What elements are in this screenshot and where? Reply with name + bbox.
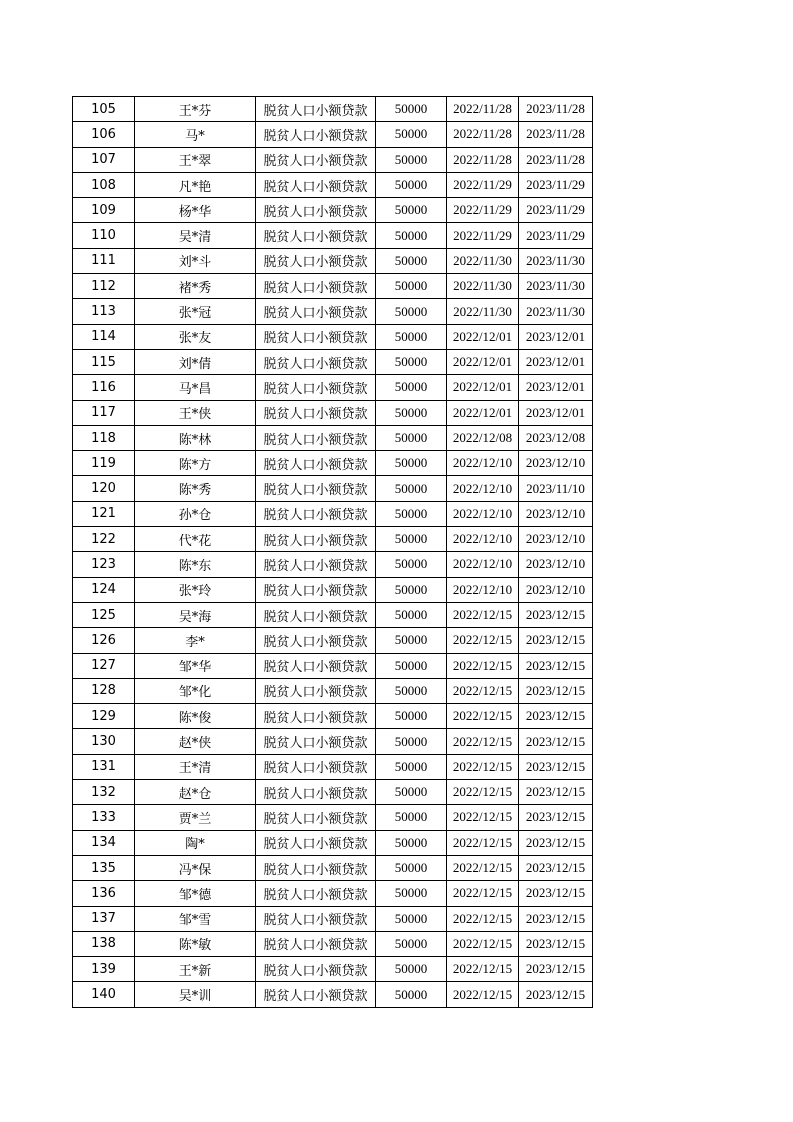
start-date: 2022/11/30 xyxy=(447,274,519,299)
borrower-name: 陈*东 xyxy=(135,552,256,577)
end-date: 2023/12/15 xyxy=(519,653,593,678)
end-date: 2023/12/15 xyxy=(519,704,593,729)
row-number: 113 xyxy=(73,299,135,324)
end-date: 2023/12/15 xyxy=(519,678,593,703)
loan-type: 脱贫人口小额贷款 xyxy=(256,931,376,956)
loan-type: 脱贫人口小额贷款 xyxy=(256,704,376,729)
end-date: 2023/11/29 xyxy=(519,172,593,197)
table-row xyxy=(73,754,593,779)
row-number: 125 xyxy=(73,602,135,627)
table-row xyxy=(73,628,593,653)
loan-amount: 50000 xyxy=(376,704,447,729)
table-row xyxy=(73,780,593,805)
borrower-name: 吴*训 xyxy=(135,982,256,1007)
start-date: 2022/12/15 xyxy=(447,982,519,1007)
row-number: 119 xyxy=(73,451,135,476)
row-number: 120 xyxy=(73,476,135,501)
end-date: 2023/11/30 xyxy=(519,274,593,299)
loan-amount: 50000 xyxy=(376,147,447,172)
loan-amount: 50000 xyxy=(376,602,447,627)
loan-type: 脱贫人口小额贷款 xyxy=(256,425,376,450)
end-date: 2023/11/28 xyxy=(519,147,593,172)
table-row xyxy=(73,451,593,476)
borrower-name: 张*友 xyxy=(135,324,256,349)
loan-type: 脱贫人口小额贷款 xyxy=(256,400,376,425)
loan-amount: 50000 xyxy=(376,527,447,552)
table-row xyxy=(73,324,593,349)
table-row xyxy=(73,855,593,880)
loan-type: 脱贫人口小额贷款 xyxy=(256,324,376,349)
loan-type: 脱贫人口小额贷款 xyxy=(256,906,376,931)
end-date: 2023/12/10 xyxy=(519,451,593,476)
end-date: 2023/12/10 xyxy=(519,552,593,577)
loan-amount: 50000 xyxy=(376,855,447,880)
borrower-name: 凡*艳 xyxy=(135,172,256,197)
loan-amount: 50000 xyxy=(376,628,447,653)
loan-amount: 50000 xyxy=(376,248,447,273)
loan-amount: 50000 xyxy=(376,552,447,577)
end-date: 2023/12/10 xyxy=(519,527,593,552)
start-date: 2022/12/01 xyxy=(447,324,519,349)
borrower-name: 张*玲 xyxy=(135,577,256,602)
borrower-name: 孙*仓 xyxy=(135,501,256,526)
borrower-name: 王*芬 xyxy=(135,97,256,122)
row-number: 132 xyxy=(73,780,135,805)
loan-type: 脱贫人口小额贷款 xyxy=(256,451,376,476)
row-number: 139 xyxy=(73,957,135,982)
loan-amount: 50000 xyxy=(376,172,447,197)
start-date: 2022/12/15 xyxy=(447,602,519,627)
start-date: 2022/12/15 xyxy=(447,729,519,754)
start-date: 2022/12/15 xyxy=(447,881,519,906)
loan-type: 脱贫人口小额贷款 xyxy=(256,375,376,400)
table-row xyxy=(73,476,593,501)
start-date: 2022/12/01 xyxy=(447,375,519,400)
row-number: 127 xyxy=(73,653,135,678)
loan-amount: 50000 xyxy=(376,274,447,299)
end-date: 2023/12/08 xyxy=(519,425,593,450)
end-date: 2023/12/01 xyxy=(519,349,593,374)
end-date: 2023/11/29 xyxy=(519,198,593,223)
start-date: 2022/12/10 xyxy=(447,451,519,476)
start-date: 2022/11/29 xyxy=(447,223,519,248)
end-date: 2023/12/10 xyxy=(519,577,593,602)
borrower-name: 代*花 xyxy=(135,527,256,552)
start-date: 2022/12/10 xyxy=(447,552,519,577)
start-date: 2022/12/15 xyxy=(447,830,519,855)
borrower-name: 马*昌 xyxy=(135,375,256,400)
borrower-name: 陶* xyxy=(135,830,256,855)
loan-amount: 50000 xyxy=(376,957,447,982)
borrower-name: 刘*斗 xyxy=(135,248,256,273)
start-date: 2022/12/15 xyxy=(447,805,519,830)
row-number: 107 xyxy=(73,147,135,172)
loan-type: 脱贫人口小额贷款 xyxy=(256,957,376,982)
borrower-name: 冯*保 xyxy=(135,855,256,880)
table-row xyxy=(73,704,593,729)
row-number: 124 xyxy=(73,577,135,602)
end-date: 2023/11/30 xyxy=(519,299,593,324)
table-row xyxy=(73,906,593,931)
loan-amount: 50000 xyxy=(376,476,447,501)
table-row xyxy=(73,577,593,602)
row-number: 133 xyxy=(73,805,135,830)
loan-type: 脱贫人口小额贷款 xyxy=(256,198,376,223)
end-date: 2023/12/15 xyxy=(519,931,593,956)
start-date: 2022/12/15 xyxy=(447,780,519,805)
row-number: 122 xyxy=(73,527,135,552)
table-row xyxy=(73,223,593,248)
end-date: 2023/12/15 xyxy=(519,729,593,754)
start-date: 2022/12/10 xyxy=(447,501,519,526)
start-date: 2022/12/15 xyxy=(447,704,519,729)
row-number: 121 xyxy=(73,501,135,526)
start-date: 2022/12/15 xyxy=(447,931,519,956)
row-number: 114 xyxy=(73,324,135,349)
start-date: 2022/12/10 xyxy=(447,476,519,501)
row-number: 106 xyxy=(73,122,135,147)
table-row xyxy=(73,248,593,273)
borrower-name: 刘*倩 xyxy=(135,349,256,374)
row-number: 109 xyxy=(73,198,135,223)
end-date: 2023/11/10 xyxy=(519,476,593,501)
borrower-name: 褚*秀 xyxy=(135,274,256,299)
start-date: 2022/12/15 xyxy=(447,754,519,779)
borrower-name: 陈*秀 xyxy=(135,476,256,501)
borrower-name: 陈*林 xyxy=(135,425,256,450)
loan-type: 脱贫人口小额贷款 xyxy=(256,501,376,526)
loan-type: 脱贫人口小额贷款 xyxy=(256,299,376,324)
loan-type: 脱贫人口小额贷款 xyxy=(256,602,376,627)
row-number: 126 xyxy=(73,628,135,653)
borrower-name: 赵*侠 xyxy=(135,729,256,754)
borrower-name: 邹*化 xyxy=(135,678,256,703)
loan-amount: 50000 xyxy=(376,881,447,906)
start-date: 2022/12/10 xyxy=(447,577,519,602)
borrower-name: 马* xyxy=(135,122,256,147)
start-date: 2022/11/29 xyxy=(447,172,519,197)
borrower-name: 杨*华 xyxy=(135,198,256,223)
loan-amount: 50000 xyxy=(376,375,447,400)
end-date: 2023/12/15 xyxy=(519,906,593,931)
table-row xyxy=(73,501,593,526)
loan-type: 脱贫人口小额贷款 xyxy=(256,147,376,172)
loan-amount: 50000 xyxy=(376,982,447,1007)
end-date: 2023/12/01 xyxy=(519,324,593,349)
end-date: 2023/12/15 xyxy=(519,982,593,1007)
row-number: 131 xyxy=(73,754,135,779)
loan-amount: 50000 xyxy=(376,400,447,425)
loan-amount: 50000 xyxy=(376,122,447,147)
loan-amount: 50000 xyxy=(376,425,447,450)
end-date: 2023/11/30 xyxy=(519,248,593,273)
loan-type: 脱贫人口小额贷款 xyxy=(256,527,376,552)
table-row xyxy=(73,729,593,754)
loan-amount: 50000 xyxy=(376,729,447,754)
start-date: 2022/11/29 xyxy=(447,198,519,223)
table-row xyxy=(73,274,593,299)
loan-type: 脱贫人口小额贷款 xyxy=(256,577,376,602)
loan-type: 脱贫人口小额贷款 xyxy=(256,830,376,855)
loan-amount: 50000 xyxy=(376,577,447,602)
table-row xyxy=(73,527,593,552)
start-date: 2022/11/30 xyxy=(447,299,519,324)
start-date: 2022/12/15 xyxy=(447,628,519,653)
start-date: 2022/12/15 xyxy=(447,855,519,880)
row-number: 118 xyxy=(73,425,135,450)
loan-type: 脱贫人口小额贷款 xyxy=(256,628,376,653)
table-row xyxy=(73,172,593,197)
loan-amount: 50000 xyxy=(376,501,447,526)
end-date: 2023/11/29 xyxy=(519,223,593,248)
table-row xyxy=(73,147,593,172)
row-number: 117 xyxy=(73,400,135,425)
row-number: 130 xyxy=(73,729,135,754)
loan-type: 脱贫人口小额贷款 xyxy=(256,552,376,577)
borrower-name: 张*冠 xyxy=(135,299,256,324)
loan-table-body xyxy=(73,97,593,1008)
end-date: 2023/12/15 xyxy=(519,830,593,855)
loan-amount: 50000 xyxy=(376,805,447,830)
borrower-name: 王*翠 xyxy=(135,147,256,172)
loan-table xyxy=(72,96,593,1008)
row-number: 112 xyxy=(73,274,135,299)
row-number: 116 xyxy=(73,375,135,400)
start-date: 2022/12/15 xyxy=(447,906,519,931)
table-row xyxy=(73,349,593,374)
table-row xyxy=(73,97,593,122)
start-date: 2022/12/01 xyxy=(447,400,519,425)
row-number: 105 xyxy=(73,97,135,122)
row-number: 111 xyxy=(73,248,135,273)
loan-amount: 50000 xyxy=(376,678,447,703)
end-date: 2023/12/15 xyxy=(519,855,593,880)
loan-amount: 50000 xyxy=(376,349,447,374)
borrower-name: 邹*华 xyxy=(135,653,256,678)
table-row xyxy=(73,375,593,400)
borrower-name: 吴*海 xyxy=(135,602,256,627)
loan-type: 脱贫人口小额贷款 xyxy=(256,982,376,1007)
start-date: 2022/12/08 xyxy=(447,425,519,450)
row-number: 135 xyxy=(73,855,135,880)
loan-type: 脱贫人口小额贷款 xyxy=(256,476,376,501)
loan-type: 脱贫人口小额贷款 xyxy=(256,172,376,197)
table-row xyxy=(73,982,593,1007)
loan-type: 脱贫人口小额贷款 xyxy=(256,881,376,906)
row-number: 138 xyxy=(73,931,135,956)
table-row xyxy=(73,198,593,223)
borrower-name: 邹*雪 xyxy=(135,906,256,931)
end-date: 2023/12/15 xyxy=(519,957,593,982)
end-date: 2023/12/10 xyxy=(519,501,593,526)
table-row xyxy=(73,881,593,906)
row-number: 123 xyxy=(73,552,135,577)
borrower-name: 陈*方 xyxy=(135,451,256,476)
loan-amount: 50000 xyxy=(376,97,447,122)
loan-type: 脱贫人口小额贷款 xyxy=(256,349,376,374)
table-row xyxy=(73,931,593,956)
loan-amount: 50000 xyxy=(376,223,447,248)
table-row xyxy=(73,830,593,855)
loan-type: 脱贫人口小额贷款 xyxy=(256,805,376,830)
loan-amount: 50000 xyxy=(376,754,447,779)
borrower-name: 贾*兰 xyxy=(135,805,256,830)
loan-type: 脱贫人口小额贷款 xyxy=(256,729,376,754)
row-number: 110 xyxy=(73,223,135,248)
end-date: 2023/12/15 xyxy=(519,805,593,830)
loan-type: 脱贫人口小额贷款 xyxy=(256,248,376,273)
borrower-name: 陈*敏 xyxy=(135,931,256,956)
borrower-name: 赵*仓 xyxy=(135,780,256,805)
loan-type: 脱贫人口小额贷款 xyxy=(256,754,376,779)
row-number: 137 xyxy=(73,906,135,931)
row-number: 136 xyxy=(73,881,135,906)
borrower-name: 李* xyxy=(135,628,256,653)
end-date: 2023/12/15 xyxy=(519,754,593,779)
row-number: 115 xyxy=(73,349,135,374)
end-date: 2023/12/15 xyxy=(519,881,593,906)
start-date: 2022/11/28 xyxy=(447,122,519,147)
table-row xyxy=(73,805,593,830)
row-number: 128 xyxy=(73,678,135,703)
row-number: 108 xyxy=(73,172,135,197)
start-date: 2022/12/15 xyxy=(447,678,519,703)
start-date: 2022/11/28 xyxy=(447,147,519,172)
loan-type: 脱贫人口小额贷款 xyxy=(256,855,376,880)
loan-type: 脱贫人口小额贷款 xyxy=(256,653,376,678)
table-row xyxy=(73,678,593,703)
borrower-name: 陈*俊 xyxy=(135,704,256,729)
end-date: 2023/12/15 xyxy=(519,628,593,653)
loan-type: 脱贫人口小额贷款 xyxy=(256,274,376,299)
end-date: 2023/12/15 xyxy=(519,780,593,805)
table-row xyxy=(73,957,593,982)
loan-amount: 50000 xyxy=(376,830,447,855)
end-date: 2023/11/28 xyxy=(519,122,593,147)
loan-type: 脱贫人口小额贷款 xyxy=(256,122,376,147)
end-date: 2023/11/28 xyxy=(519,97,593,122)
borrower-name: 吴*清 xyxy=(135,223,256,248)
end-date: 2023/12/15 xyxy=(519,602,593,627)
start-date: 2022/11/28 xyxy=(447,97,519,122)
row-number: 129 xyxy=(73,704,135,729)
loan-amount: 50000 xyxy=(376,931,447,956)
row-number: 140 xyxy=(73,982,135,1007)
table-row xyxy=(73,602,593,627)
table-row xyxy=(73,299,593,324)
start-date: 2022/12/10 xyxy=(447,527,519,552)
loan-amount: 50000 xyxy=(376,324,447,349)
table-row xyxy=(73,653,593,678)
start-date: 2022/12/01 xyxy=(447,349,519,374)
borrower-name: 王*侠 xyxy=(135,400,256,425)
loan-amount: 50000 xyxy=(376,653,447,678)
end-date: 2023/12/01 xyxy=(519,375,593,400)
borrower-name: 邹*德 xyxy=(135,881,256,906)
loan-amount: 50000 xyxy=(376,906,447,931)
loan-amount: 50000 xyxy=(376,780,447,805)
borrower-name: 王*清 xyxy=(135,754,256,779)
table-row xyxy=(73,552,593,577)
row-number: 134 xyxy=(73,830,135,855)
loan-amount: 50000 xyxy=(376,451,447,476)
loan-type: 脱贫人口小额贷款 xyxy=(256,223,376,248)
start-date: 2022/12/15 xyxy=(447,957,519,982)
loan-type: 脱贫人口小额贷款 xyxy=(256,97,376,122)
borrower-name: 王*新 xyxy=(135,957,256,982)
start-date: 2022/11/30 xyxy=(447,248,519,273)
table-row xyxy=(73,425,593,450)
end-date: 2023/12/01 xyxy=(519,400,593,425)
table-row xyxy=(73,400,593,425)
loan-type: 脱贫人口小额贷款 xyxy=(256,678,376,703)
loan-amount: 50000 xyxy=(376,198,447,223)
table-row xyxy=(73,122,593,147)
start-date: 2022/12/15 xyxy=(447,653,519,678)
loan-amount: 50000 xyxy=(376,299,447,324)
loan-type: 脱贫人口小额贷款 xyxy=(256,780,376,805)
